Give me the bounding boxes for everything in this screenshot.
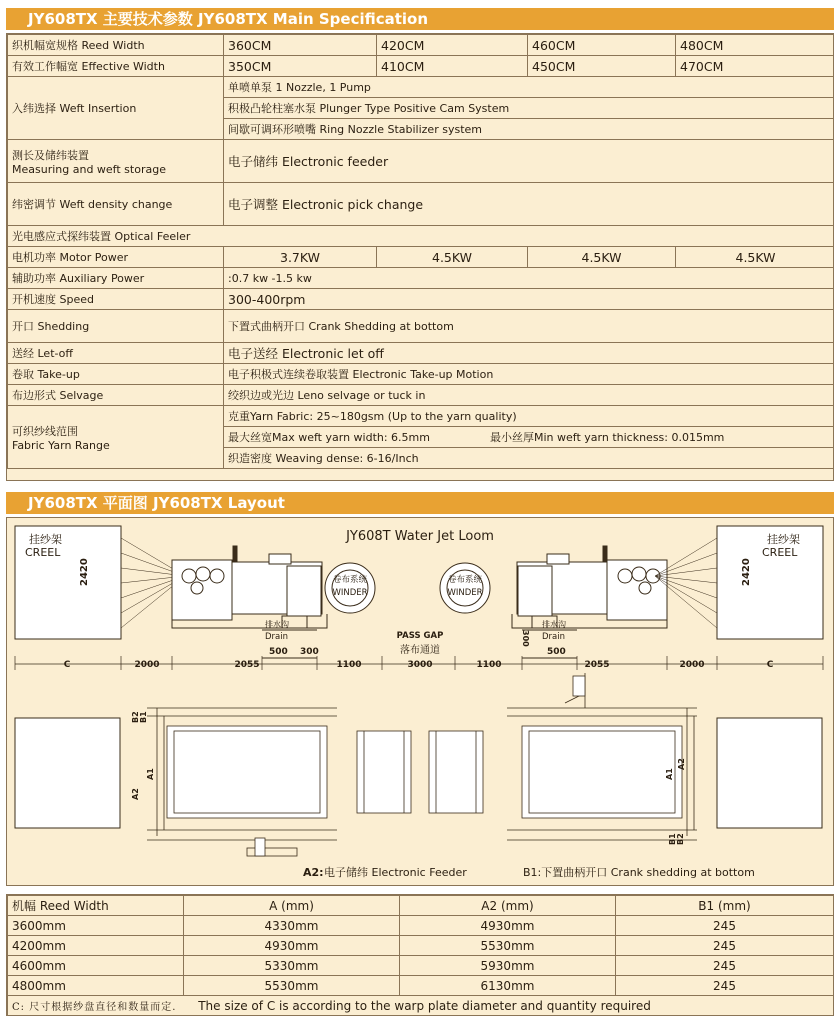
row-label: 开机速度 Speed xyxy=(8,289,224,310)
plan-creel-right xyxy=(717,718,822,828)
cell-value: 4930mm xyxy=(184,936,400,956)
cell-value: 470CM xyxy=(676,56,835,77)
row-label: 有效工作幅宽 Effective Width xyxy=(8,56,224,77)
cell-value: 480CM xyxy=(676,35,835,56)
row-label: 送经 Let-off xyxy=(8,343,224,364)
cell-value: 织造密度 Weaving dense: 6-16/Inch xyxy=(224,448,835,469)
winder-right-en: WINDER xyxy=(447,588,483,598)
table-row xyxy=(8,956,834,976)
table-row xyxy=(8,77,835,98)
cell-value: :0.7 kw -1.5 kw xyxy=(224,268,835,289)
plan-label-b2-right: B2 xyxy=(676,833,685,845)
dimension-table xyxy=(7,895,834,1016)
cell-value: 电子积极式连续卷取装置 Electronic Take-up Motion xyxy=(224,364,835,385)
cell-value: 克重Yarn Fabric: 25~180gsm (Up to the yarn quality) xyxy=(224,406,835,427)
cell-value: 下置式曲柄开口 Crank Shedding at bottom xyxy=(224,310,835,343)
cell-value xyxy=(224,427,835,448)
table-row xyxy=(8,976,834,996)
cell-value: 460CM xyxy=(528,35,676,56)
dim-2055-right: 2055 xyxy=(584,660,610,670)
cell-value: 245 xyxy=(616,976,834,996)
dim-1100-left: 1100 xyxy=(336,660,362,670)
cell-value: 350CM xyxy=(224,56,377,77)
dim-2055-left: 2055 xyxy=(234,660,260,670)
dim-1100-right: 1100 xyxy=(476,660,502,670)
dim-c-left: C xyxy=(63,660,71,670)
table-row xyxy=(8,247,835,268)
table-row xyxy=(8,140,835,183)
cell-value: 4.5KW xyxy=(528,247,676,268)
table-row xyxy=(8,56,835,77)
table-row xyxy=(8,385,835,406)
row-label: 开口 Shedding xyxy=(8,310,224,343)
pass-gap-cn: 落布通道 xyxy=(400,645,440,656)
cell-value: 360CM xyxy=(224,35,377,56)
plan-loom-left xyxy=(147,708,411,856)
table-note-row xyxy=(8,996,834,1016)
cell-value: 245 xyxy=(616,956,834,976)
cell-value: 单喷单泵 1 Nozzle, 1 Pump xyxy=(224,77,835,98)
row-label-en: Fabric Yarn Range xyxy=(12,438,110,452)
row-label: 纬密调节 Weft density change xyxy=(8,183,224,226)
note-cn: C: 尺寸根据纱盘直径和数量而定. xyxy=(12,1002,177,1013)
cell-value: 4200mm xyxy=(8,936,184,956)
cell-value: 3.7KW xyxy=(224,247,377,268)
row-label: 入纬选择 Weft Insertion xyxy=(8,77,224,140)
cell-value: 5330mm xyxy=(184,956,400,976)
layout-banner: JY608TX 平面图 JY608TX Layout xyxy=(6,492,834,514)
layout-drawing-panel xyxy=(6,517,834,886)
layout-title: JY608T Water Jet Loom xyxy=(346,529,494,544)
table-row xyxy=(8,183,835,226)
drain-left-en: Drain xyxy=(265,632,288,642)
drain-left-dim-1: 500 xyxy=(269,647,288,657)
creel-right-en: CREEL xyxy=(762,546,798,559)
cell-value: 6130mm xyxy=(400,976,616,996)
plan-label-b1-right: B1 xyxy=(668,833,677,845)
cell-value: 5530mm xyxy=(400,936,616,956)
dimension-table-panel xyxy=(6,894,834,1016)
pass-gap-en: PASS GAP xyxy=(396,631,444,641)
row-label: 光电感应式探纬装置 Optical Feeler xyxy=(8,226,835,247)
cell-value: 4330mm xyxy=(184,916,400,936)
table-row xyxy=(8,310,835,343)
row-label: 电机功率 Motor Power xyxy=(8,247,224,268)
spec-table-panel xyxy=(6,33,834,481)
header-reed-width: 机幅 Reed Width xyxy=(8,896,184,916)
row-label xyxy=(8,140,224,183)
cell-value: 5930mm xyxy=(400,956,616,976)
cell-value: 积极凸轮柱塞水泵 Plunger Type Positive Cam System xyxy=(224,98,835,119)
cell-value: 245 xyxy=(616,916,834,936)
header-a2: A2 (mm) xyxy=(400,896,616,916)
creel-left-en: CREEL xyxy=(25,546,61,559)
plan-loom-right xyxy=(429,673,697,840)
cell-value: 4.5KW xyxy=(377,247,528,268)
caption-a2-key: A2: xyxy=(303,866,324,879)
winder-left-cn: 卷布系统 xyxy=(332,575,368,585)
dim-3000: 3000 xyxy=(407,660,433,670)
min-weft-thickness: 最小丝厚Min weft yarn thickness: 0.015mm xyxy=(490,431,725,444)
plan-label-a1-right: A1 xyxy=(665,768,674,780)
row-label xyxy=(8,406,224,469)
header-b1: B1 (mm) xyxy=(616,896,834,916)
creel-right-dim: 2420 xyxy=(741,558,752,586)
row-label-cn: 可织纱线范围 xyxy=(12,424,78,438)
cell-value: 4.5KW xyxy=(676,247,835,268)
layout-drawing xyxy=(7,518,833,885)
dim-c-right: C xyxy=(766,660,774,670)
table-row xyxy=(8,226,835,247)
table-note xyxy=(8,996,834,1016)
cell-value: 间歇可调环形喷嘴 Ring Nozzle Stabilizer system xyxy=(224,119,835,140)
spec-table xyxy=(7,34,834,469)
table-row xyxy=(8,35,835,56)
note-en: The size of C is according to the warp plate diameter and quantity required xyxy=(198,999,651,1013)
creel-right-cn: 挂纱架 xyxy=(767,533,800,546)
plan-label-b2: B2 xyxy=(131,711,140,723)
spec-banner: JY608TX 主要技术参数 JY608TX Main Specification xyxy=(6,8,834,30)
plan-label-a2-right: A2 xyxy=(677,758,686,770)
cell-value: 300-400rpm xyxy=(224,289,835,310)
max-weft-width: 最大丝宽Max weft yarn width: 6.5mm xyxy=(228,431,430,444)
cell-value: 410CM xyxy=(377,56,528,77)
dim-2000-left: 2000 xyxy=(134,660,160,670)
cell-value: 绞织边或光边 Leno selvage or tuck in xyxy=(224,385,835,406)
caption-b1: B1:下置曲柄开口 Crank shedding at bottom xyxy=(523,866,755,879)
drain-right-en: Drain xyxy=(542,632,565,642)
plan-label-a2: A2 xyxy=(131,788,140,800)
cell-value: 4930mm xyxy=(400,916,616,936)
cell-value: 3600mm xyxy=(8,916,184,936)
creel-left-cn: 挂纱架 xyxy=(29,533,62,546)
table-row xyxy=(8,936,834,956)
cell-value: 电子储纬 Electronic feeder xyxy=(224,140,835,183)
drain-left-dim-2: 300 xyxy=(300,647,319,657)
table-row xyxy=(8,364,835,385)
cell-value: 4800mm xyxy=(8,976,184,996)
plan-creel-left xyxy=(15,718,120,828)
cell-value: 电子调整 Electronic pick change xyxy=(224,183,835,226)
table-header-row xyxy=(8,896,834,916)
row-label: 辅助功率 Auxiliary Power xyxy=(8,268,224,289)
cell-value: 450CM xyxy=(528,56,676,77)
plan-label-b1: B1 xyxy=(139,711,148,723)
caption-a2-text: 电子储纬 Electronic Feeder xyxy=(324,866,467,879)
plan-label-a1: A1 xyxy=(146,768,155,780)
cell-value: 245 xyxy=(616,936,834,956)
dim-2000-right: 2000 xyxy=(679,660,705,670)
cell-value: 电子送经 Electronic let off xyxy=(224,343,835,364)
cell-value: 420CM xyxy=(377,35,528,56)
loom-left xyxy=(172,546,327,628)
winder-right-cn: 卷布系统 xyxy=(447,575,483,585)
table-row xyxy=(8,916,834,936)
row-label-en: Measuring and weft storage xyxy=(12,162,166,176)
table-row xyxy=(8,343,835,364)
drain-right-dim-2: 500 xyxy=(547,647,566,657)
drain-right-cn: 排水沟 xyxy=(542,620,566,629)
winder-left-en: WINDER xyxy=(332,588,368,598)
cell-value: 4600mm xyxy=(8,956,184,976)
row-label: 布边形式 Selvage xyxy=(8,385,224,406)
drain-left-cn: 排水沟 xyxy=(265,620,289,629)
loom-right xyxy=(512,546,667,628)
creel-left-dim: 2420 xyxy=(79,558,90,586)
table-row xyxy=(8,289,835,310)
table-row xyxy=(8,268,835,289)
cell-value: 5530mm xyxy=(184,976,400,996)
header-a: A (mm) xyxy=(184,896,400,916)
row-label: 卷取 Take-up xyxy=(8,364,224,385)
table-row xyxy=(8,406,835,427)
row-label: 织机幅宽规格 Reed Width xyxy=(8,35,224,56)
drain-right-dim-1: 300 xyxy=(521,630,530,647)
row-label-cn: 测长及储纬装置 xyxy=(12,148,89,162)
